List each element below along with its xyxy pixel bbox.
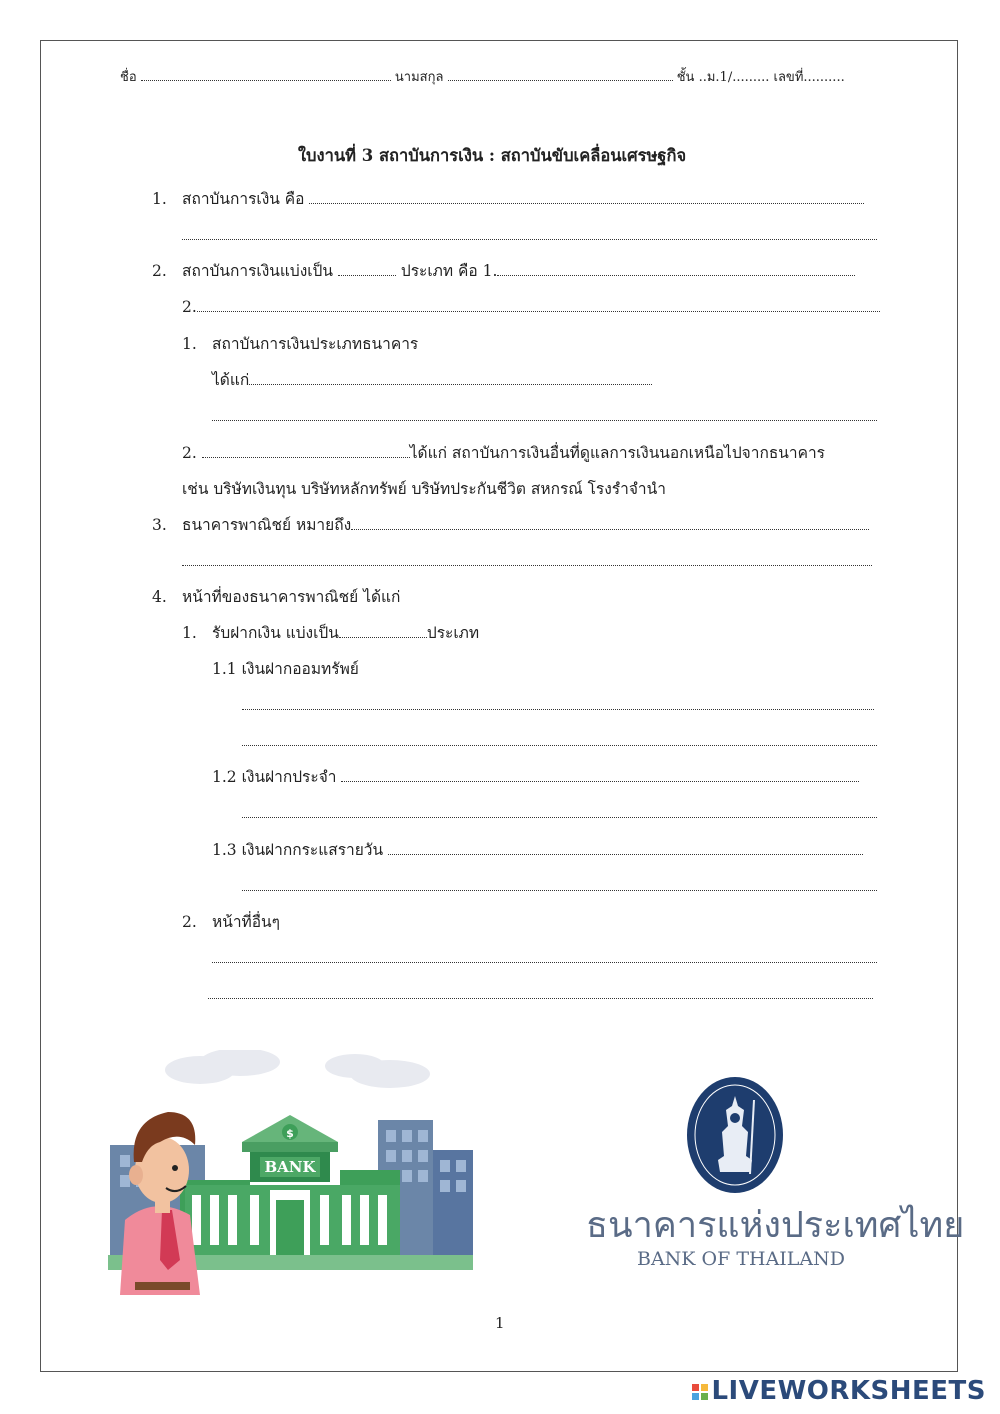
answer-blank[interactable] (242, 876, 877, 891)
answer-line (242, 695, 874, 715)
answer-blank[interactable] (197, 297, 880, 312)
sub-item-2 (182, 443, 825, 463)
sub-item-1-answer (212, 370, 652, 390)
answer-blank[interactable] (249, 370, 652, 385)
item-text: ได้แก่ สถาบันการเงินอื่นที่ดูแลการเงินนอกเหนือไปจากธนาคาร (409, 444, 825, 462)
question-2 (152, 261, 855, 281)
worksheet-title: ใบงานที่ 3 สถาบันการเงิน : สถาบันขับเคลื่อนเศรษฐกิจ (298, 146, 687, 165)
answer-blank[interactable] (212, 406, 877, 421)
answer-blank[interactable] (182, 225, 877, 240)
item-text: รับฝากเงิน แบ่งเป็น (212, 624, 339, 642)
question-4 (152, 587, 400, 607)
answer-line (182, 297, 880, 317)
answer-line (208, 984, 873, 1004)
bank-of-thailand-thai-name: ธนาคารแห่งประเทศไทย (586, 1205, 965, 1246)
item-number: 1. (182, 624, 197, 642)
question-1 (152, 189, 864, 209)
answer-blank[interactable] (242, 803, 877, 818)
bank-of-thailand-english-name: BANK OF THAILAND (637, 1248, 846, 1270)
item-number: 1. (182, 335, 197, 353)
sub-item-2-continued: เช่น บริษัทเงินทุน บริษัทหลักทรัพย์ บริษัทประกันชีวิต สหกรณ์ โรงรำจำนำ (182, 480, 666, 498)
question-text: ประเภท คือ 1. (400, 262, 498, 280)
question-number: 4. (152, 588, 167, 606)
item-text: 1.3 เงินฝากกระแสรายวัน (212, 841, 384, 859)
duty-2 (182, 912, 280, 932)
class-number-label: ชั้น ..ม.1/......... เลขที่.......... (676, 70, 845, 85)
answer-blank[interactable] (242, 695, 874, 710)
answer-blank[interactable] (182, 551, 872, 566)
answer-line (242, 731, 877, 751)
question-number: 2. (152, 262, 167, 280)
answer-line (242, 876, 877, 896)
question-number: 1. (152, 190, 167, 208)
item-number: 2. (182, 913, 197, 931)
answer-blank[interactable] (309, 189, 864, 204)
name-line (120, 66, 845, 88)
fixed-deposit (212, 767, 859, 787)
answer-blank[interactable] (497, 261, 855, 276)
question-number: 3. (152, 516, 167, 534)
answer-blank[interactable] (242, 731, 877, 746)
liveworksheets-logo-icon (692, 1384, 708, 1400)
item-text: สถาบันการเงินประเภทธนาคาร (212, 335, 419, 353)
savings-deposit-label: 1.1 เงินฝากออมทรัพย์ (212, 660, 359, 678)
answer-line (242, 803, 877, 823)
item-number: 2. (182, 444, 197, 462)
bank-of-thailand-seal-icon (686, 1076, 784, 1194)
answer-blank[interactable] (341, 767, 859, 782)
question-3 (152, 515, 869, 535)
answer-line (212, 406, 877, 426)
bank-illustration (100, 1050, 480, 1295)
current-deposit (212, 840, 863, 860)
name-blank[interactable] (141, 66, 391, 81)
answer-blank[interactable] (388, 840, 863, 855)
answer-blank[interactable] (208, 984, 873, 999)
answer-blank[interactable] (351, 515, 869, 530)
answer-line (182, 551, 872, 571)
name-label: ชื่อ (120, 70, 137, 85)
item-text: หน้าที่อื่นๆ (212, 913, 280, 931)
answer-line (212, 948, 877, 968)
sub-item-1 (182, 334, 418, 354)
item-number: 2. (182, 298, 197, 316)
question-text: สถาบันการเงินแบ่งเป็น (182, 262, 333, 280)
answer-blank[interactable] (212, 948, 877, 963)
bank-sign: BANK (264, 1158, 316, 1176)
surname-blank[interactable] (448, 66, 673, 81)
question-text: ธนาคารพาณิชย์ หมายถึง (182, 516, 352, 534)
answer-blank[interactable] (202, 443, 410, 458)
count-blank[interactable] (339, 623, 427, 638)
liveworksheets-watermark (692, 1376, 986, 1406)
item-text: ประเภท (426, 624, 480, 642)
answer-line (182, 225, 877, 245)
liveworksheets-text: LIVEWORKSHEETS (711, 1376, 986, 1406)
item-label: ได้แก่ (212, 371, 250, 389)
duty-1 (182, 623, 479, 643)
question-text: หน้าที่ของธนาคารพาณิชย์ ได้แก่ (182, 588, 401, 606)
question-text: สถาบันการเงิน คือ (182, 190, 305, 208)
item-text: 1.2 เงินฝากประจำ (212, 768, 337, 786)
count-blank[interactable] (338, 261, 396, 276)
page-number: 1 (495, 1314, 505, 1332)
dollar-icon: $ (286, 1127, 294, 1140)
surname-label: นามสกุล (394, 70, 444, 85)
